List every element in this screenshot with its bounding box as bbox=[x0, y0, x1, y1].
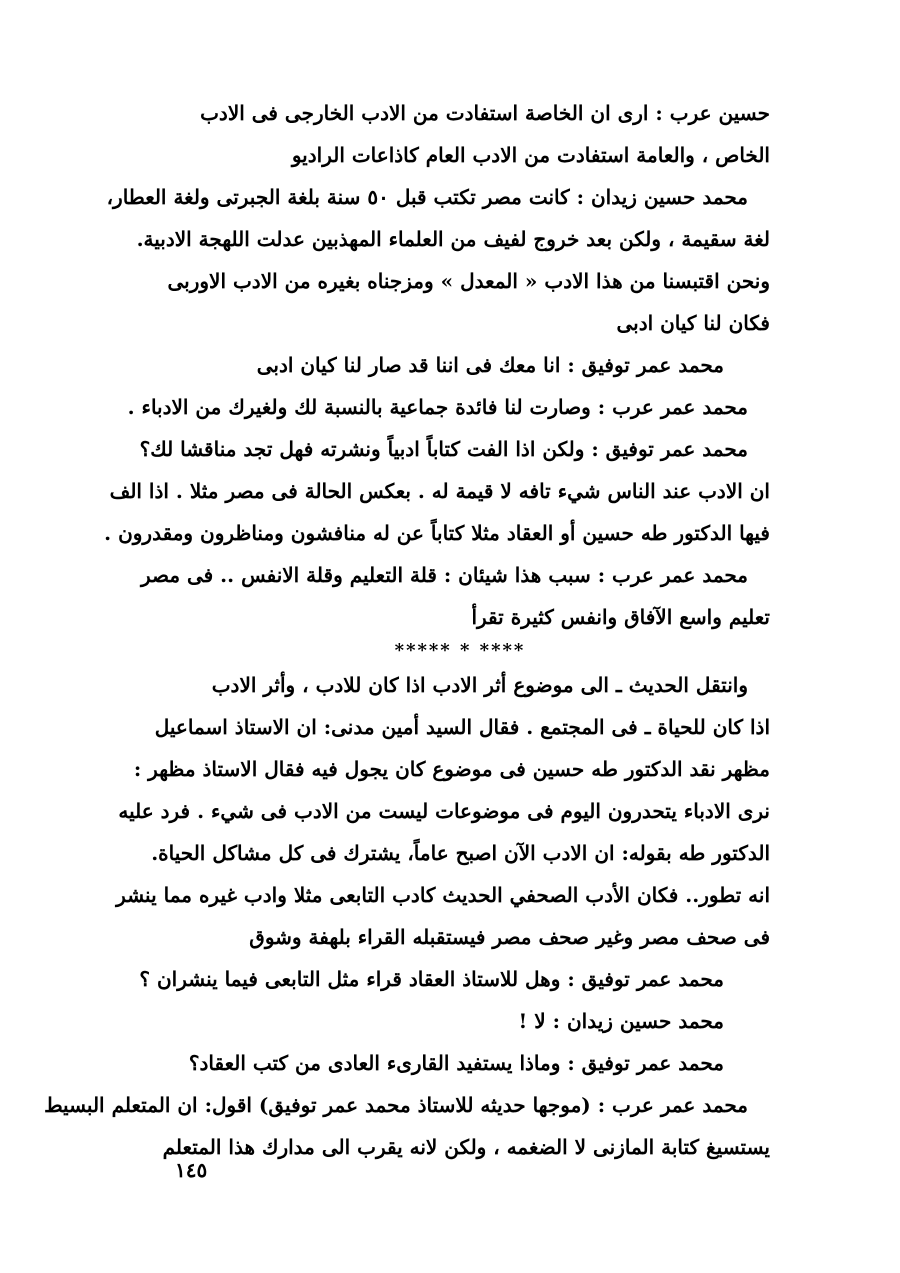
text-line: محمد عمر عرب : سبب هذا شيئان : قلة التعليم وقلة الانفس .. فى مصر bbox=[140, 563, 748, 587]
text-line: لغة سقيمة ، ولكن بعد خروج لفيف من العلماء المهذبين عدلت اللهجة الادبية. bbox=[136, 227, 770, 251]
text-line: حسين عرب : ارى ان الخاصة استفادت من الادب الخارجى فى الادب bbox=[200, 101, 770, 125]
text-line: ونحن اقتبسنا من هذا الادب « المعدل » ومزجناه بغيره من الادب الاوربى bbox=[167, 269, 770, 293]
text-line: يستسيغ كتابة المازنى لا الضغمه ، ولكن لانه يقرب الى مدارك هذا المتعلم bbox=[162, 1135, 770, 1159]
text-line: محمد عمر توفيق : وماذا يستفيد القارىء العادى من كتب العقاد؟ bbox=[188, 1051, 724, 1075]
text-line: انه تطور.. فكان الأدب الصحفي الحديث كادب التابعى مثلا وادب غيره مما ينشر bbox=[116, 883, 770, 907]
text-line: محمد عمر توفيق : وهل للاستاذ العقاد قراء مثل التابعى فيما ينشران ؟ bbox=[139, 967, 724, 991]
text-line: محمد عمر عرب : وصارت لنا فائدة جماعية بالنسبة لك ولغيرك من الادباء . bbox=[127, 395, 748, 419]
text-line: فكان لنا كيان ادبى bbox=[616, 311, 770, 335]
text-line: تعليم واسع الآفاق وانفس كثيرة تقرأ bbox=[471, 605, 770, 629]
page-number: ١٤٥ bbox=[175, 1158, 208, 1182]
text-line: مظهر نقد الدكتور طه حسين فى موضوع كان يجول فيه فقال الاستاذ مظهر : bbox=[133, 757, 770, 781]
text-line: فى صحف مصر وغير صحف مصر فيستقبله القراء بلهفة وشوق bbox=[249, 925, 770, 949]
text-line: نرى الادباء يتحدرون اليوم فى موضوعات ليست من الادب فى شيء . فرد عليه bbox=[118, 799, 770, 823]
text-line: محمد حسين زيدان : كانت مصر تكتب قبل ٥٠ سنة بلغة الجبرتى ولغة العطار، bbox=[106, 185, 748, 209]
text-line: الدكتور طه بقوله: ان الادب الآن اصبح عاماً، يشترك فى كل مشاكل الحياة. bbox=[151, 841, 770, 865]
text-line: اذا كان للحياة ـ فى المجتمع . فقال السيد أمين مدنى: ان الاستاذ اسماعيل bbox=[154, 715, 770, 739]
page-body-text bbox=[44, 92, 770, 1168]
text-line: وانتقل الحديث ـ الى موضوع أثر الادب اذا كان للادب ، وأثر الادب bbox=[211, 673, 748, 697]
text-line: محمد حسين زيدان : لا ! bbox=[518, 1009, 724, 1033]
section-separator: **** * ***** bbox=[394, 640, 526, 661]
text-line: الخاص ، والعامة استفادت من الادب العام كاذاعات الراديو bbox=[291, 143, 770, 167]
text-line: محمد عمر توفيق : انا معك فى اننا قد صار لنا كيان ادبى bbox=[256, 353, 724, 377]
text-line: محمد عمر توفيق : ولكن اذا الفت كتاباً ادبياً ونشرته فهل تجد مناقشا لك؟ bbox=[139, 437, 748, 461]
text-line: فيها الدكتور طه حسين أو العقاد مثلا كتاباً عن له منافشون ومناظرون ومقدرون . bbox=[104, 521, 770, 545]
text-line: محمد عمر عرب : (موجها حديثه للاستاذ محمد عمر توفيق) اقول: ان المتعلم البسيط bbox=[44, 1093, 748, 1117]
text-line: ان الادب عند الناس شيء تافه لا قيمة له . بعكس الحالة فى مصر مثلا . اذا الف bbox=[109, 479, 770, 503]
